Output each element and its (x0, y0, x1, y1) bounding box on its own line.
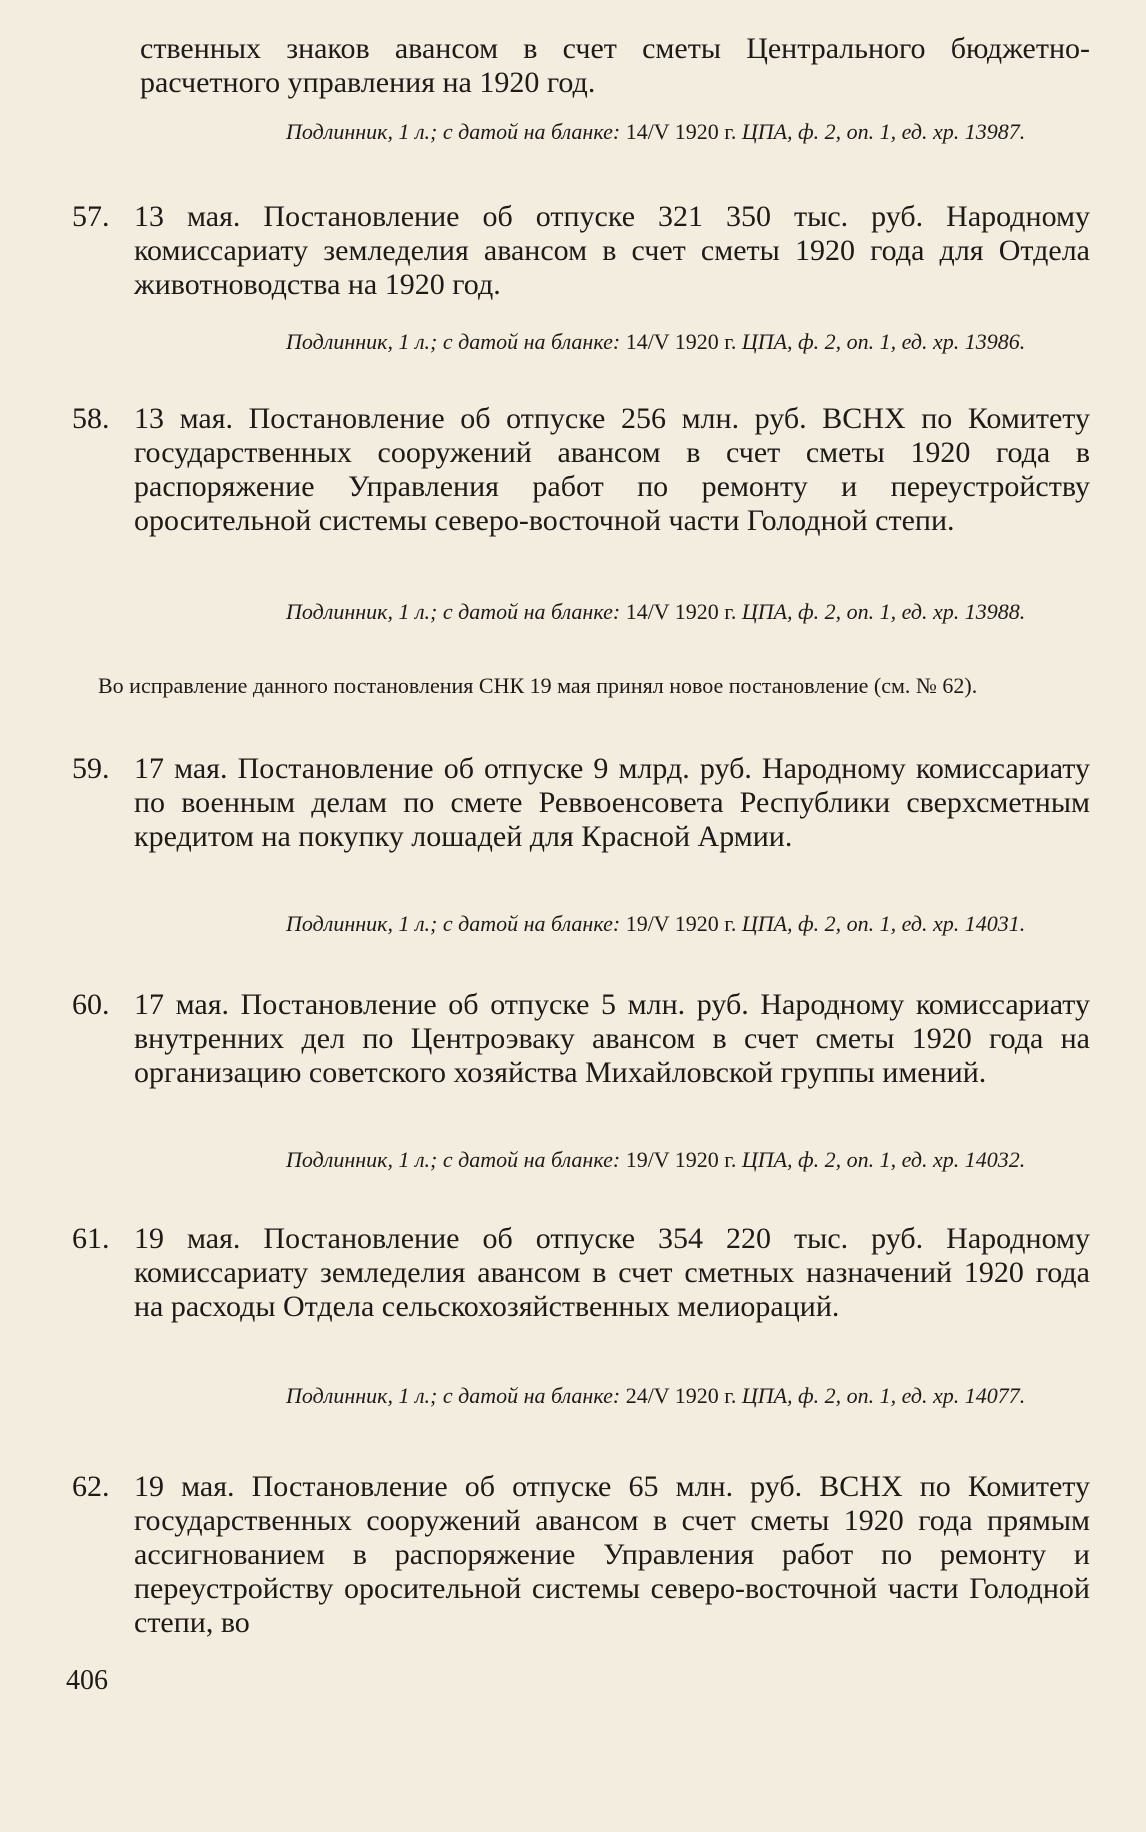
source-citation (238, 328, 1088, 355)
source-date: 24/V 1920 г. (625, 1383, 737, 1408)
entry-61 (72, 1222, 1090, 1324)
entry-57 (72, 200, 1090, 302)
source-date: 19/V 1920 г. (625, 1147, 737, 1172)
source-lead: Подлинник, 1 л.; с датой на бланке: (286, 1147, 621, 1172)
source-date: 14/V 1920 г. (625, 599, 737, 624)
source-citation (238, 1146, 1088, 1173)
source-citation (238, 598, 1088, 625)
source-date: 19/V 1920 г. (625, 911, 737, 936)
source-archive: ЦПА, ф. 2, оп. 1, ед. хр. 13988. (741, 599, 1026, 624)
entry-text: 19 мая. Постановление об отпуске 354 220 тыс. руб. Народному комиссариату земледелия авансом в счет сметных назначений 1920 года на расходы Отдела сельскохозяйственных мелиораций. (134, 1222, 1090, 1323)
source-lead: Подлинник, 1 л.; с датой на бланке: (286, 329, 621, 354)
source-lead: Подлинник, 1 л.; с датой на бланке: (286, 119, 621, 144)
source-lead: Подлинник, 1 л.; с датой на бланке: (286, 599, 621, 624)
source-lead: Подлинник, 1 л.; с датой на бланке: (286, 1383, 621, 1408)
entry-number: 59. (72, 752, 110, 785)
source-archive: ЦПА, ф. 2, оп. 1, ед. хр. 13987. (741, 119, 1026, 144)
entry-number: 58. (72, 402, 110, 435)
source-archive: ЦПА, ф. 2, оп. 1, ед. хр. 14031. (741, 911, 1026, 936)
source-citation (238, 1382, 1088, 1409)
entry-text: 19 мая. Постановление об отпуске 65 млн. руб. ВСНХ по Комитету государственных сооружений авансом в счет сметы 1920 года прямым ассигнованием в распоряжение Управления работ по ремонту и переустройству оросительной системы северо-восточной части Голодной степи, во (134, 1470, 1090, 1639)
source-lead: Подлинник, 1 л.; с датой на бланке: (286, 911, 621, 936)
entry-60 (72, 988, 1090, 1090)
page-number: 406 (66, 1665, 108, 1696)
entry-number: 60. (72, 988, 110, 1021)
continuation-paragraph: ственных знаков авансом в счет сметы Центрального бюджетно-расчетного управления на 1920 год. (140, 32, 1090, 99)
source-archive: ЦПА, ф. 2, оп. 1, ед. хр. 13986. (741, 329, 1026, 354)
entry-59 (72, 752, 1090, 854)
entry-text: 17 мая. Постановление об отпуске 9 млрд. руб. Народному комиссариату по военным делам по смете Реввоенсовета Республики сверхсметным кредитом на покупку лошадей для Красной Армии. (134, 752, 1090, 853)
entry-number: 62. (72, 1470, 110, 1503)
source-archive: ЦПА, ф. 2, оп. 1, ед. хр. 14077. (741, 1383, 1026, 1408)
entry-text: 13 мая. Постановление об отпуске 321 350 тыс. руб. Народному комиссариату земледелия авансом в счет сметы 1920 года для Отдела животноводства на 1920 год. (134, 200, 1090, 301)
entry-text: 17 мая. Постановление об отпуске 5 млн. руб. Народному комиссариату внутренних дел по Центроэваку авансом в счет сметы 1920 года на организацию советского хозяйства Михайловской группы имений. (134, 988, 1090, 1089)
editorial-note: Во исправление данного постановления СНК 19 мая принял новое постановление (см. № 62). (98, 673, 978, 698)
source-archive: ЦПА, ф. 2, оп. 1, ед. хр. 14032. (741, 1147, 1026, 1172)
source-citation (238, 910, 1088, 937)
source-date: 14/V 1920 г. (625, 329, 737, 354)
entry-number: 61. (72, 1222, 110, 1255)
entry-62 (72, 1470, 1090, 1640)
entry-58 (72, 402, 1090, 538)
source-date: 14/V 1920 г. (625, 119, 737, 144)
entry-number: 57. (72, 200, 110, 233)
entry-text: 13 мая. Постановление об отпуске 256 млн. руб. ВСНХ по Комитету государственных сооружений авансом в счет сметы 1920 года в распоряжение Управления работ по ремонту и переустройству оросительной системы северо-восточной части Голодной степи. (134, 402, 1090, 537)
source-citation (238, 118, 1088, 145)
